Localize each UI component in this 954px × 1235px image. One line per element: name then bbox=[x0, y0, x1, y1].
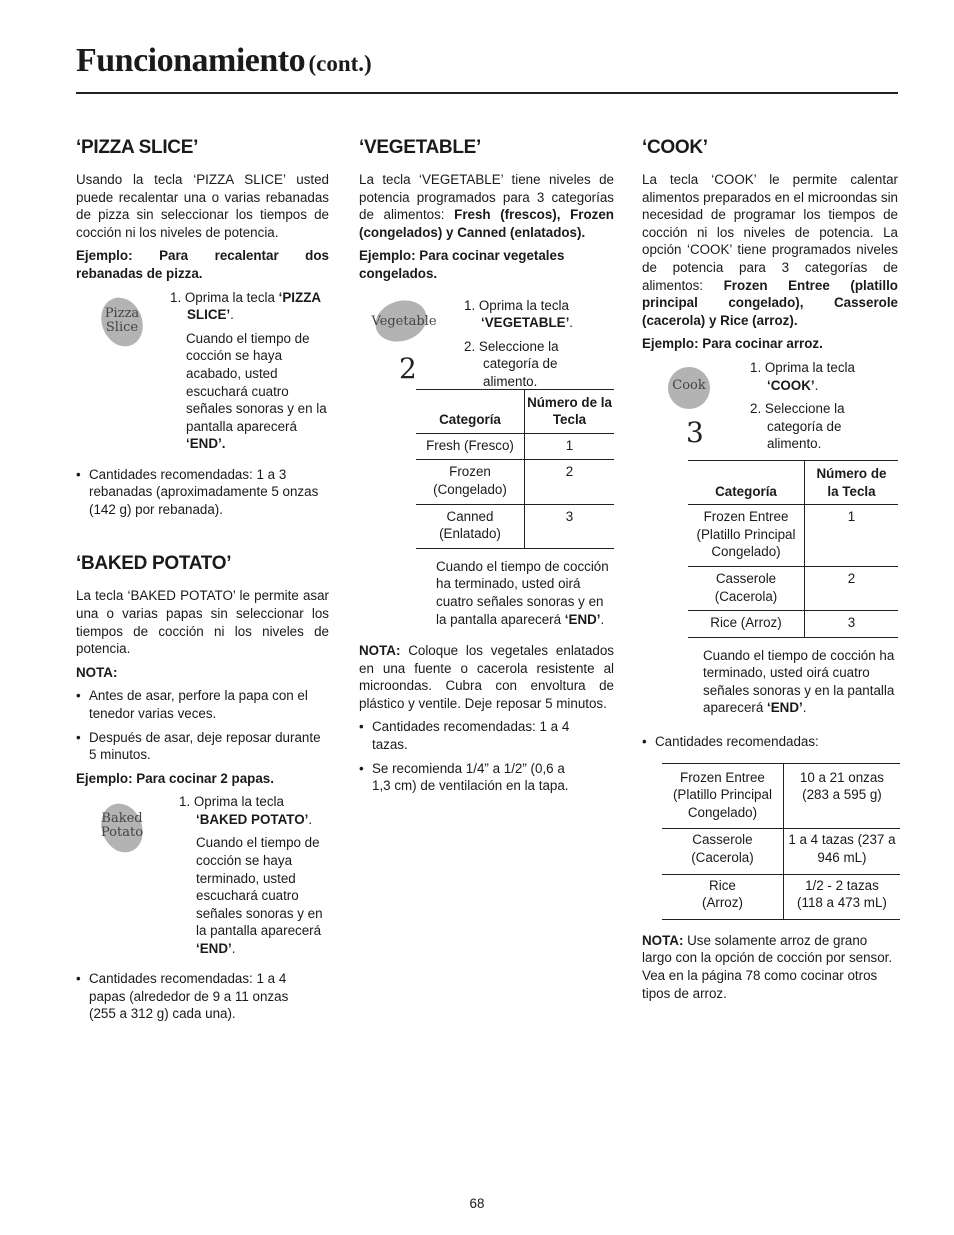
baked-heading: ‘BAKED POTATO’ bbox=[76, 553, 232, 575]
baked-step bbox=[76, 793, 329, 970]
table-cell: 2 bbox=[805, 566, 899, 610]
vegetable-table-wrap bbox=[416, 389, 614, 549]
table-cell: Casserole (Cacerola) bbox=[662, 829, 783, 874]
cook-number-key-icon: 3 bbox=[686, 415, 704, 449]
table-cell: 1/2 - 2 tazas (118 a 473 mL) bbox=[783, 874, 900, 919]
cook-after-table bbox=[703, 647, 899, 717]
pizza-step1 bbox=[170, 289, 330, 324]
cook-after-table-text: Cuando el tiempo de cocción ha terminado, usted oirá cuatro señales sonoras y en la pantalla aparecerá bbox=[703, 647, 895, 716]
baked-button-line1: Baked bbox=[101, 811, 143, 827]
table-row bbox=[662, 829, 900, 874]
table-row bbox=[662, 874, 900, 919]
pizza-slice-button-label bbox=[98, 307, 146, 335]
cook-step-text bbox=[750, 359, 898, 453]
cook-col-category: Categoría bbox=[688, 460, 805, 504]
cook-table-wrap bbox=[688, 460, 898, 638]
baked-step-note bbox=[179, 834, 331, 957]
cook-nota-label: NOTA: bbox=[642, 932, 684, 948]
cook-step2: 2. Seleccione la categoría de alimento. bbox=[750, 401, 845, 452]
vegetable-col-key: Número de la Tecla bbox=[525, 389, 615, 433]
page-header bbox=[76, 42, 372, 79]
table-cell: Canned (Enlatado) bbox=[416, 504, 525, 548]
cook-after-table-end: ‘END’ bbox=[767, 700, 803, 716]
baked-bullets-2 bbox=[76, 970, 329, 1023]
cook-intro-text: La tecla ‘COOK’ le permite calentar alimentos preparados en el microondas sin necesidad de programar los tiempos de cocción ni los niveles de potencia. La opción ‘COOK’ tiene programados niveles de potencia para 3 categorías de alimentos: bbox=[642, 172, 898, 293]
baked-step-text bbox=[179, 793, 331, 957]
baked-bullet1: • Antes de asar, perfore la papa con el tenedor varias veces. bbox=[76, 687, 329, 722]
pizza-button-line2: Slice bbox=[105, 319, 139, 335]
baked-step-note-text: Cuando el tiempo de cocción se haya terminado, usted escuchará cuatro señales sonoras y en la pantalla aparecerá bbox=[196, 835, 323, 939]
pizza-step1-suffix: . bbox=[230, 307, 234, 323]
vegetable-example: Ejemplo: Para cocinar vegetales congelados. bbox=[359, 248, 565, 281]
cook-example: Ejemplo: Para cocinar arroz. bbox=[642, 336, 823, 352]
pizza-step-text bbox=[170, 289, 330, 453]
column-middle bbox=[359, 136, 614, 801]
page-subtitle: (cont.) bbox=[308, 51, 372, 76]
vegetable-step-text bbox=[464, 297, 614, 391]
cook-button-label: Cook bbox=[672, 377, 706, 393]
vegetable-after-table-suffix: . bbox=[600, 611, 605, 627]
vegetable-intro-categories: Fresh (frescos), Frozen (congelados) y Canned (enlatados). bbox=[359, 207, 614, 240]
vegetable-nota-label: NOTA: bbox=[359, 643, 401, 659]
vegetable-bullet2: • Se recomienda 1/4” a 1/2” (0,6 a 1,3 cm) de ventilación en la tapa. bbox=[359, 760, 584, 795]
baked-step-note-suffix: . bbox=[231, 941, 236, 957]
cook-table-header bbox=[688, 460, 898, 504]
cook-step1 bbox=[750, 359, 898, 394]
vegetable-after-table bbox=[436, 558, 612, 628]
cook-qty-table-wrap bbox=[662, 763, 898, 920]
vegetable-nota bbox=[359, 642, 614, 712]
table-cell: Fresh (Fresco) bbox=[416, 433, 525, 460]
baked-step1-suffix: . bbox=[308, 811, 313, 827]
table-cell: 2 bbox=[525, 460, 615, 504]
table-cell: 1 bbox=[805, 505, 899, 567]
vegetable-step1-key: ‘VEGETABLE’ bbox=[481, 315, 570, 331]
cook-heading: ‘COOK’ bbox=[642, 137, 708, 158]
table-row bbox=[662, 763, 900, 829]
pizza-step-note bbox=[170, 330, 330, 453]
baked-button-line2: Potato bbox=[100, 825, 144, 841]
baked-nota-label: NOTA: bbox=[76, 664, 118, 680]
table-row bbox=[416, 433, 614, 460]
baked-bullets bbox=[76, 687, 329, 763]
cook-nota-text: Use solamente arroz de grano largo con la opción de cocción por sensor. Vea en la página 78 como cocinar otros tipos de arroz. bbox=[642, 932, 893, 1001]
vegetable-table-header bbox=[416, 389, 614, 433]
table-cell: Casserole (Cacerola) bbox=[688, 566, 805, 610]
cook-qty-table bbox=[662, 763, 900, 920]
pizza-heading: ‘PIZZA SLICE’ bbox=[76, 137, 199, 158]
cook-after-table-suffix: . bbox=[802, 700, 807, 716]
vegetable-col-category: Categoría bbox=[416, 389, 525, 433]
pizza-step bbox=[76, 289, 329, 466]
vegetable-step bbox=[359, 289, 614, 389]
pizza-step-note-text: Cuando el tiempo de cocción se haya acabado, usted escuchará cuatro señales sonoras y en la pantalla aparecerá bbox=[186, 330, 327, 434]
baked-step1 bbox=[179, 793, 331, 828]
pizza-example: Ejemplo: Para recalentar dos rebanadas de pizza. bbox=[76, 248, 329, 281]
page-number: 68 bbox=[469, 1196, 485, 1211]
pizza-intro: Usando la tecla ‘PIZZA SLICE’ usted puede recalentar una o varias rebanadas de pizza sin seleccionar los tiempos de cocción ni los niveles de potencia. bbox=[76, 172, 329, 240]
cook-step1-prefix: 1. Oprima la tecla bbox=[750, 359, 855, 375]
vegetable-nota-text: Coloque los vegetales enlatados en una fuente o cacerola resistente al microondas. Cubra con envoltura de plástico y ventile. Deje reposar 5 minutos. bbox=[359, 643, 614, 711]
table-cell: Frozen Entree (Platillo Principal Congelado) bbox=[688, 505, 805, 567]
table-cell: Frozen (Congelado) bbox=[416, 460, 525, 504]
table-row bbox=[688, 611, 898, 638]
table-cell: 10 a 21 onzas (283 a 595 g) bbox=[783, 763, 900, 829]
pizza-button-line1: Pizza bbox=[104, 305, 140, 321]
baked-bullet3: • Cantidades recomendadas: 1 a 4 papas (alrededor de 9 a 11 onzas (255 a 312 g) cada una). bbox=[76, 970, 304, 1023]
column-right bbox=[642, 136, 898, 1008]
baked-bullet2: • Después de asar, deje reposar durante 5 minutos. bbox=[76, 729, 329, 764]
vegetable-step1 bbox=[464, 297, 614, 332]
pizza-step1-key: ‘PIZZA SLICE’ bbox=[187, 289, 321, 323]
pizza-step1-prefix: 1. Oprima la tecla bbox=[170, 289, 279, 305]
table-row bbox=[416, 504, 614, 548]
vegetable-table bbox=[416, 389, 614, 549]
vegetable-after-table-text: Cuando el tiempo de cocción ha terminado, usted oirá cuatro señales sonoras y en la pantalla aparecerá bbox=[436, 558, 609, 627]
table-cell: Rice (Arroz) bbox=[662, 874, 783, 919]
cook-intro bbox=[642, 171, 898, 329]
cook-bullets bbox=[642, 733, 898, 751]
table-cell: 3 bbox=[525, 504, 615, 548]
cook-step1-suffix: . bbox=[814, 377, 819, 393]
cook-bullet: • Cantidades recomendadas: bbox=[642, 733, 898, 751]
baked-example: Ejemplo: Para cocinar 2 papas. bbox=[76, 770, 274, 786]
pizza-step-note-end: ‘END’. bbox=[186, 436, 226, 452]
cook-intro-categories: Frozen Entree (platillo principal congelado), Casserole (cacerola) y Rice (arroz). bbox=[642, 277, 898, 328]
baked-step1-key: ‘BAKED POTATO’ bbox=[196, 811, 309, 827]
table-row bbox=[688, 566, 898, 610]
vegetable-heading: ‘VEGETABLE’ bbox=[359, 137, 481, 158]
cook-table bbox=[688, 460, 898, 638]
pizza-bullets bbox=[76, 466, 329, 519]
vegetable-step1-suffix: . bbox=[569, 315, 574, 331]
pizza-bullet: • Cantidades recomendadas: 1 a 3 rebanadas (aproximadamente 5 onzas (142 g) por rebanada). bbox=[76, 466, 329, 519]
column-left bbox=[76, 136, 329, 1029]
vegetable-intro bbox=[359, 171, 614, 241]
table-cell: 3 bbox=[805, 611, 899, 638]
table-row bbox=[416, 460, 614, 504]
cook-step1-key: ‘COOK’ bbox=[767, 377, 815, 393]
vegetable-button-label: Vegetable bbox=[371, 313, 437, 329]
baked-intro: La tecla ‘BAKED POTATO’ le permite asar una o varias papas sin seleccionar los tiempos de cocción ni los niveles de potencia. bbox=[76, 588, 329, 657]
vegetable-intro-text: La tecla ‘VEGETABLE’ tiene niveles de potencia programados para 3 categorías de alimentos: bbox=[359, 172, 614, 223]
table-cell: Rice (Arroz) bbox=[688, 611, 805, 638]
vegetable-step1-prefix: 1. Oprima la tecla bbox=[464, 297, 569, 313]
table-cell: Frozen Entree (Platillo Principal Congelado) bbox=[662, 763, 783, 829]
table-cell: 1 bbox=[525, 433, 615, 460]
table-cell: 1 a 4 tazas (237 a 946 mL) bbox=[783, 829, 900, 874]
vegetable-bullet1: • Cantidades recomendadas: 1 a 4 tazas. bbox=[359, 718, 584, 753]
cook-nota bbox=[642, 932, 898, 1002]
baked-potato-button-label bbox=[96, 812, 148, 840]
vegetable-step2: 2. Seleccione la categoría de alimento. bbox=[464, 338, 559, 389]
vegetable-after-table-end: ‘END’ bbox=[564, 611, 601, 627]
baked-step-note-end: ‘END’ bbox=[196, 941, 232, 957]
cook-col-key: Número de la Tecla bbox=[805, 460, 899, 504]
vegetable-number-key-icon: 2 bbox=[399, 351, 417, 385]
header-rule bbox=[76, 92, 898, 94]
baked-step1-prefix: 1. Oprima la tecla bbox=[179, 794, 284, 810]
vegetable-bullets bbox=[359, 718, 614, 794]
page-title: Funcionamiento bbox=[76, 42, 306, 79]
cook-step bbox=[642, 359, 898, 455]
table-row bbox=[688, 505, 898, 567]
